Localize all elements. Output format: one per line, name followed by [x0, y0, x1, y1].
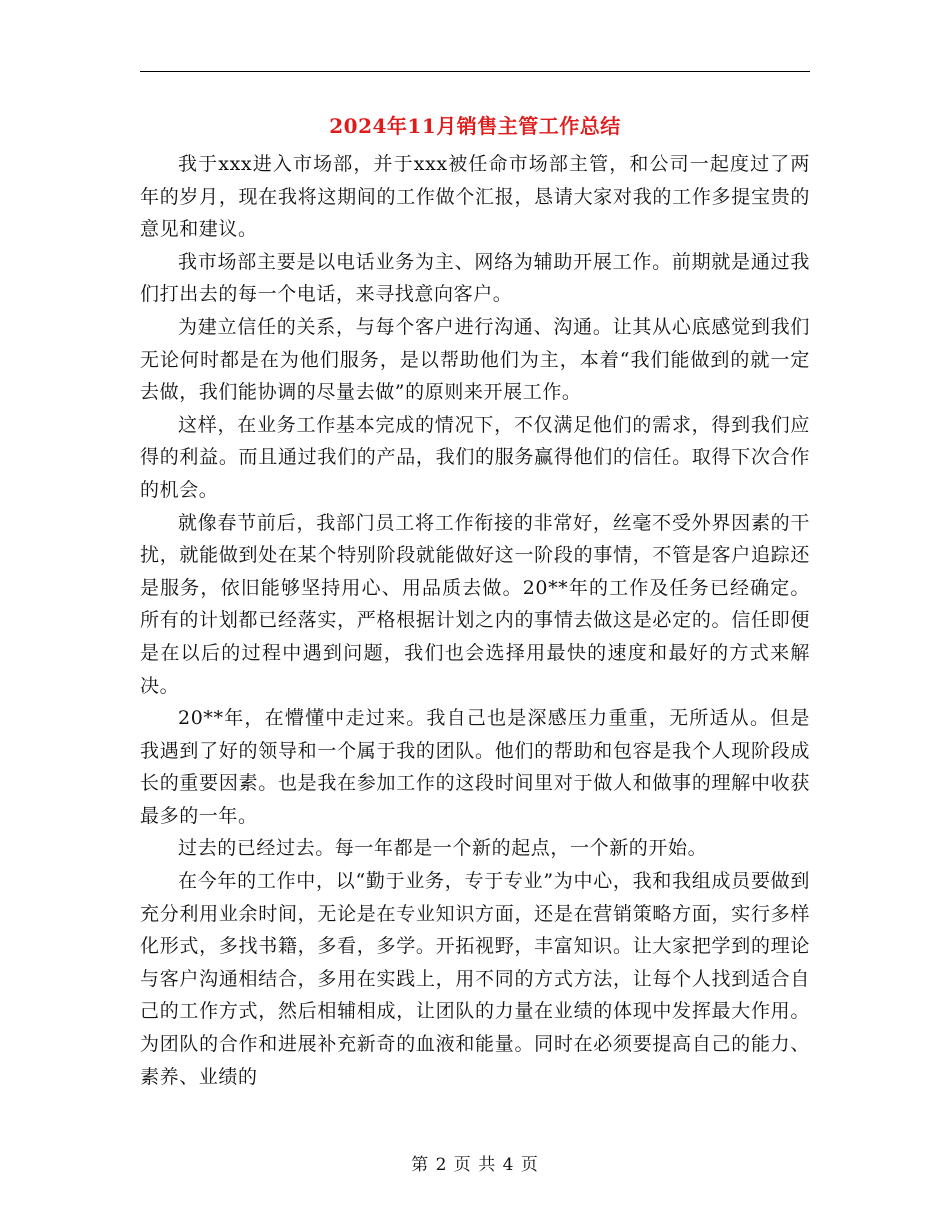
body-paragraph: 为建立信任的关系，与每个客户进行沟通、沟通。让其从心底感觉到我们无论何时都是在为他们服务，是以帮助他们为主，本着“我们能做到的就一定去做，我们能协调的尽量去做”的原则来开展工作。 — [140, 315, 810, 404]
body-paragraph: 这样，在业务工作基本完成的情况下，不仅满足他们的需求，得到我们应得的利益。而且通过我们的产品，我们的服务赢得他们的信任。取得下次合作的机会。 — [140, 413, 810, 501]
body-paragraph: 我于xxx进入市场部，并于xxx被任命市场部主管，和公司一起度过了两年的岁月，现在我将这期间的工作做个汇报，恳请大家对我的工作多提宝贵的意见和建议。 — [140, 153, 810, 241]
page-footer — [140, 1153, 810, 1177]
body-paragraph: 就像春节前后，我部门员工将工作衔接的非常好，丝毫不受外界因素的干扰，就能做到处在某个特别阶段就能做好这一阶段的事情，不管是客户追踪还是服务，依旧能够坚持用心、用品质去做。20**年的工作及任务已经确定。所有的计划都已经落实，严格根据计划之内的事情去做这是必定的。信任即便是在以后的过程中遇到问题，我们也会选择用最快的速度和最好的方式来解决。 — [140, 511, 810, 697]
document-body — [140, 148, 810, 1093]
body-paragraph: 在今年的工作中，以“勤于业务，专于专业”为中心，我和我组成员要做到充分利用业余时间，无论是在专业知识方面，还是在营销策略方面，实行多样化形式，多找书籍，多看，多学。开拓视野，丰富知识。让大家把学到的理论与客户沟通相结合，多用在实践上，用不同的方式方法，让每个人找到适合自己的工作方式，然后相辅相成，让团队的力量在业绩的体现中发挥最大作用。为团队的合作和进展补充新奇的血液和能量。同时在必须要提高自己的能力、素养、业绩的 — [140, 870, 810, 1088]
document-title: 2024年11月销售主管工作总结 — [329, 114, 621, 138]
body-paragraph: 我市场部主要是以电话业务为主、网络为辅助开展工作。前期就是通过我们打出去的每一个电话，来寻找意向客户。 — [140, 250, 810, 306]
header-rule — [140, 71, 810, 72]
body-paragraph: 20**年，在懵懂中走过来。我自己也是深感压力重重，无所适从。但是我遇到了好的领导和一个属于我的团队。他们的帮助和包容是我个人现阶段成长的重要因素。也是我在参加工作的这段时间里对于做人和做事的理解中收获最多的一年。 — [140, 707, 810, 827]
body-paragraph: 过去的已经过去。每一年都是一个新的起点，一个新的开始。 — [178, 837, 708, 860]
page-number-label: 第 2 页 共 4 页 — [411, 1155, 539, 1175]
